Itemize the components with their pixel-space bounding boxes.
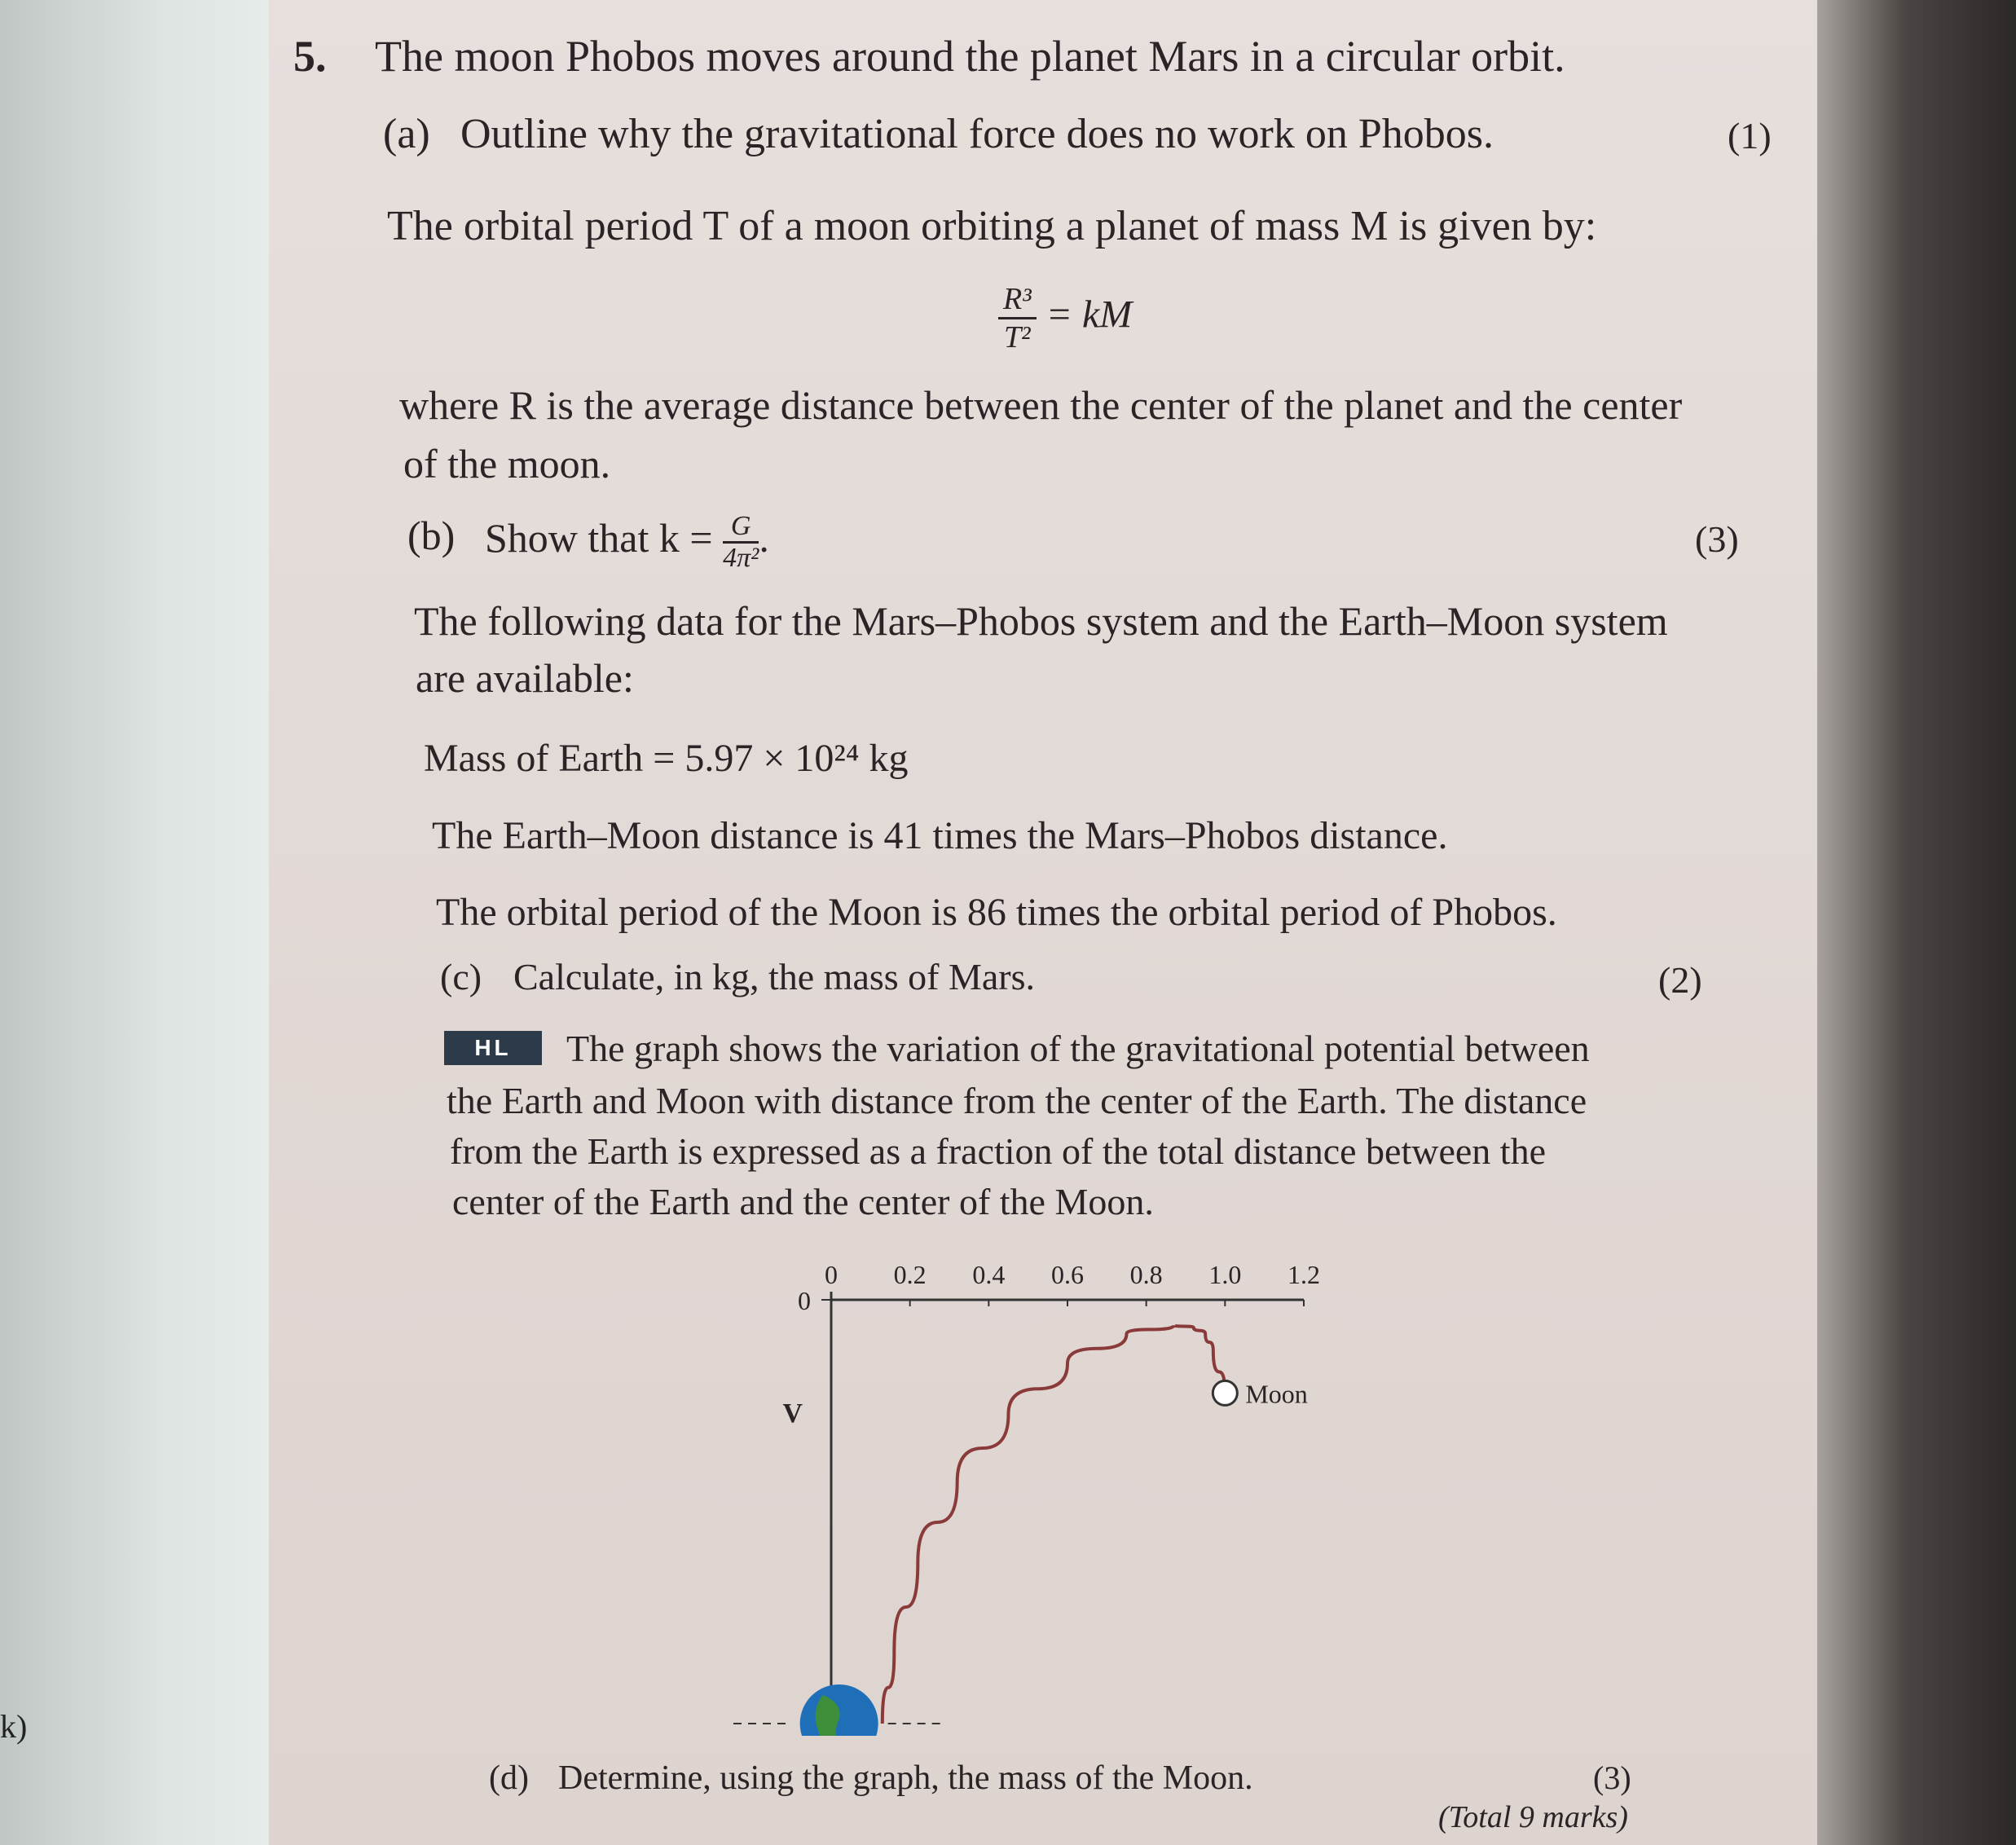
part-b-frac-den: 4π² [723,543,759,573]
moon-label: Moon [1245,1379,1308,1409]
x-tick-label: 0.6 [1051,1260,1084,1289]
data-intro-line-2: are available: [416,655,634,701]
hl-badge: HL [444,1031,542,1065]
question-number: 5. [293,32,327,81]
formula-numerator: R³ [998,281,1037,319]
question-intro: The moon Phobos moves around the planet Mars in a circular orbit. [375,32,1565,81]
y-axis [782,1286,831,1724]
formula-fraction [998,281,1037,355]
total-marks: (Total 9 marks) [1438,1800,1628,1834]
x-tick-label: 0.4 [972,1260,1006,1289]
part-a-marks: (1) [1728,115,1772,156]
potential-curve [883,1325,1225,1724]
part-b-text [485,512,769,573]
part-b-fraction [723,512,759,573]
data-period-ratio: The orbital period of the Moon is 86 times the orbital period of Phobos. [436,891,1557,934]
part-c-marks: (2) [1658,959,1702,1001]
x-tick-label: 0.2 [893,1260,927,1289]
where-line-2: of the moon. [403,441,611,487]
part-b-marks: (3) [1695,518,1739,560]
part-c-label: (c) [440,956,482,997]
part-d-label: (d) [489,1759,529,1797]
x-tick-label: 0 [825,1260,838,1289]
moon-icon [1213,1379,1307,1408]
edge-fragment-text: k) [0,1708,28,1745]
textbook-page [269,0,1817,1845]
x-tick-label: 1.2 [1288,1260,1320,1289]
y-axis-label: V [782,1398,803,1429]
part-d-marks: (3) [1593,1759,1631,1796]
data-distance-ratio: The Earth–Moon distance is 41 times the Mars–Phobos distance. [432,814,1448,857]
data-intro-line-1: The following data for the Mars–Phobos system and the Earth–Moon system [414,598,1668,644]
graph-intro-line-2: the Earth and Moon with distance from the center of the Earth. The distance [447,1080,1587,1121]
kepler-formula [998,281,1210,371]
part-b-suffix: . [759,514,769,561]
part-b-frac-num: G [723,512,759,544]
potential-graph [717,1231,1369,1736]
part-a-label: (a) [383,111,430,157]
where-line-1: where R is the average distance between the center of the planet and the center [399,382,1683,428]
graph-intro-line-1: The graph shows the variation of the gravitational potential between [566,1028,1590,1069]
part-c-text: Calculate, in kg, the mass of Mars. [513,956,1036,997]
x-tick-label: 1.0 [1208,1260,1242,1289]
data-mass-earth: Mass of Earth = 5.97 × 10²⁴ kg [424,737,909,780]
graph-intro-line-3: from the Earth is expressed as a fraction of the total distance between the [450,1130,1546,1172]
x-axis [825,1260,1320,1306]
formula-rhs: = kM [1045,293,1133,337]
y-tick-label: 0 [798,1286,811,1315]
part-b-prefix: Show that k = [485,514,713,561]
left-background [0,0,269,1845]
part-d-text: Determine, using the graph, the mass of the Moon. [558,1759,1253,1797]
x-tick-label: 0.8 [1129,1260,1163,1289]
moon-circle [1213,1380,1237,1405]
part-a-text: Outline why the gravitational force does no work on Phobos. [460,111,1494,157]
formula-denominator: T² [1004,320,1031,354]
period-intro: The orbital period T of a moon orbiting a planet of mass M is given by: [387,203,1597,249]
graph-intro-line-4: center of the Earth and the center of the Moon. [452,1181,1154,1222]
earth-icon [733,1684,949,1736]
part-b-label: (b) [407,513,456,558]
